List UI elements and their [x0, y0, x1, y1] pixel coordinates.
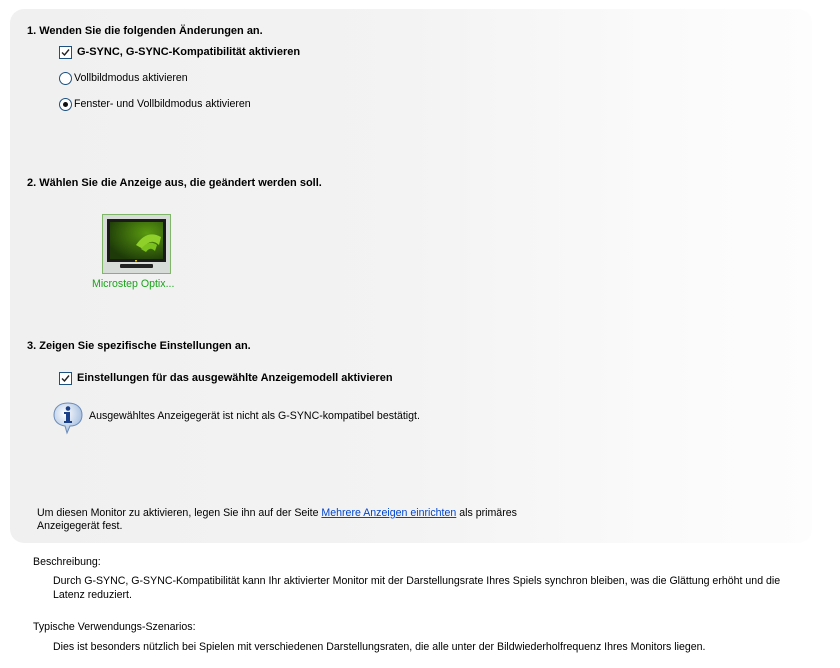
display-tile[interactable]: [102, 214, 171, 274]
settings-panel: [10, 9, 812, 543]
monitor-icon: [103, 215, 170, 273]
radio-unselected-icon[interactable]: [59, 72, 72, 85]
activation-note-line2: Anzeigegerät fest.: [37, 520, 123, 532]
step2-heading: 2. Wählen Sie die Anzeige aus, die geändert werden soll.: [27, 177, 322, 189]
info-message: Ausgewähltes Anzeigegerät ist nicht als G-SYNC-kompatibel bestätigt.: [89, 410, 420, 422]
radio-window-fullscreen-label: Fenster- und Vollbildmodus aktivieren: [74, 98, 251, 110]
step3-heading: 3. Zeigen Sie spezifische Einstellungen an.: [27, 340, 251, 352]
step1-heading: 1. Wenden Sie die folgenden Änderungen an.: [27, 25, 263, 37]
description-text: Durch G-SYNC, G-SYNC-Kompatibilität kann Ihr aktivierter Monitor mit der Darstellungsrate Ihres Spiels synchron bleiben, was die Glättung erhöht und die: [53, 575, 781, 587]
checkbox-checked-icon[interactable]: [59, 46, 72, 59]
info-icon: [52, 401, 84, 435]
display-label[interactable]: Microstep Optix...: [92, 278, 175, 290]
scenarios-text: Dies ist besonders nützlich bei Spielen mit verschiedenen Darstellungsraten, die alle unter der Bildwiederholfrequenz Ihres Monitors liegen.: [53, 641, 706, 653]
radio-fullscreen-label: Vollbildmodus aktivieren: [74, 72, 188, 84]
checkbox-checked-icon[interactable]: [59, 372, 72, 385]
radio-selected-icon[interactable]: [59, 98, 72, 111]
multiple-displays-link[interactable]: Mehrere Anzeigen einrichten: [321, 507, 457, 519]
activation-note: [37, 507, 517, 519]
note-text-after: als primäres: [456, 507, 517, 519]
scenarios-label: Typische Verwendungs-Szenarios:: [33, 621, 196, 633]
model-settings-label: Einstellungen für das ausgewählte Anzeigemodell aktivieren: [77, 372, 393, 384]
note-text: Um diesen Monitor zu aktivieren, legen Sie ihn auf der Seite: [37, 507, 322, 519]
gsync-checkbox-label: G-SYNC, G-SYNC-Kompatibilität aktivieren: [77, 46, 301, 58]
description-label: Beschreibung:: [33, 556, 101, 568]
description-text-line2: Latenz reduziert.: [53, 589, 132, 601]
